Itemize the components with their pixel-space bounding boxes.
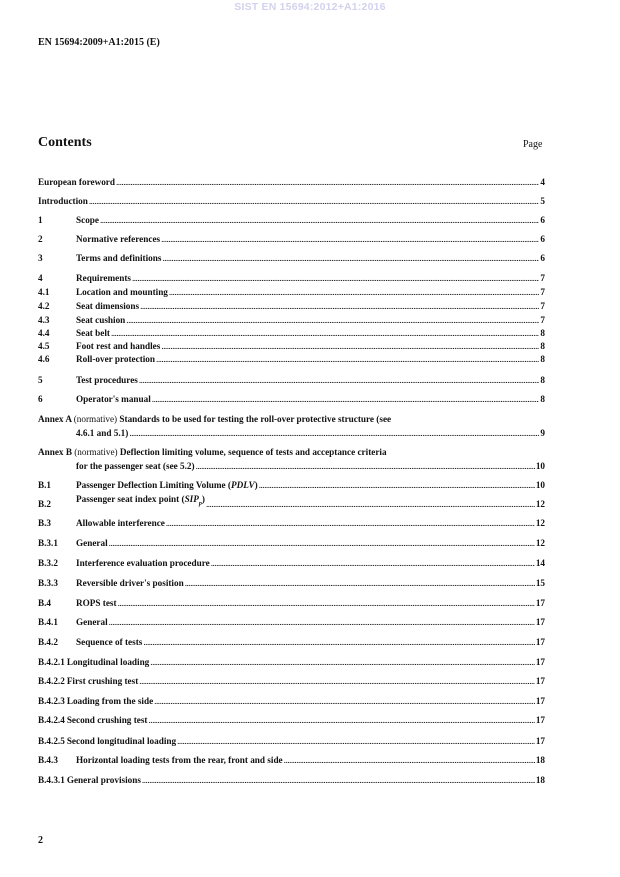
toc-entry-title: Scope (76, 215, 99, 225)
toc-entry-number: B.4.2.3 (38, 696, 65, 706)
toc-entry-number: 4.6 (38, 354, 50, 364)
toc-entry[interactable] (38, 479, 545, 491)
toc-entry-number: 1 (38, 215, 43, 225)
toc-entry-page: 8 (540, 341, 545, 351)
contents-title: Contents (38, 135, 92, 150)
toc-entry-title: Horizontal loading tests from the rear, front and side (76, 755, 283, 765)
toc-entry[interactable] (38, 537, 545, 549)
toc-entry-page: 17 (535, 637, 545, 647)
toc-entry-title: Location and mounting (76, 287, 168, 297)
toc-entry-page: 12 (535, 518, 545, 528)
dot-leader (140, 300, 539, 312)
toc-entry[interactable] (38, 517, 545, 529)
watermark: SIST EN 15694:2012+A1:2016 (234, 1, 386, 13)
dot-leader (148, 714, 534, 726)
toc-entry-page: 10 (535, 480, 545, 490)
document-header: EN 15694:2009+A1:2015 (E) (38, 37, 160, 48)
toc-entry-page: 17 (535, 657, 545, 667)
toc-entry[interactable] (38, 735, 545, 747)
toc-entry-page: 7 (540, 273, 545, 283)
toc-entry-number: B.1 (38, 480, 52, 490)
toc-entry-page: 14 (535, 558, 545, 568)
toc-entry[interactable] (38, 494, 545, 510)
toc-entry-number: 4 (38, 273, 43, 283)
dot-leader (116, 176, 539, 188)
toc-entry[interactable] (38, 272, 545, 284)
annex-title-line1: Standards to be used for testing the roll-over protective structure (see (119, 414, 392, 424)
dot-leader (169, 286, 540, 298)
toc-entry[interactable] (38, 314, 545, 326)
toc-entry[interactable] (38, 597, 545, 609)
toc-entry-title: First crushing test (66, 676, 139, 686)
toc-entry-number: B.4.2 (38, 637, 58, 647)
dot-leader (154, 695, 535, 707)
dot-leader (206, 498, 535, 510)
toc-entry-number: B.4.2.5 (38, 736, 65, 746)
toc-entry-title: Reversible driver's position (76, 578, 184, 588)
toc-entry-number: 5 (38, 375, 43, 385)
toc-entry-page: 5 (540, 196, 545, 206)
toc-entry-number: B.2 (38, 499, 52, 509)
toc-entry[interactable] (38, 714, 545, 726)
annex-kind: (normative) (73, 414, 118, 424)
toc-entry-number: B.3 (38, 518, 52, 528)
toc-entry-number: 2 (38, 234, 43, 244)
toc-entry-number: B.4.3 (38, 755, 58, 765)
toc-annex-heading[interactable] (38, 413, 391, 425)
toc-entry-number: B.4.2.4 (38, 715, 65, 725)
toc-entry[interactable] (38, 286, 545, 298)
dot-leader (139, 675, 535, 687)
toc-entry-page: 17 (535, 617, 545, 627)
annex-label: Annex A (38, 414, 72, 424)
toc-entry-number: 4.5 (38, 341, 50, 351)
toc-entry-page: 8 (540, 394, 545, 404)
toc-entry-page: 6 (540, 215, 545, 225)
dot-leader (152, 393, 540, 405)
dot-leader (143, 636, 534, 648)
toc-entry-page: 6 (540, 253, 545, 263)
toc-entry-title: General (76, 538, 108, 548)
toc-entry-page: 7 (540, 301, 545, 311)
toc-entry-title: Operator's manual (76, 394, 151, 404)
dot-leader (129, 427, 539, 439)
toc-entry-page: 18 (535, 775, 545, 785)
toc-entry-title: Foot rest and handles (76, 341, 161, 351)
dot-leader (196, 460, 535, 472)
toc-entry[interactable] (38, 353, 545, 365)
toc-entry-page: 17 (535, 736, 545, 746)
toc-entry-title: General (76, 617, 108, 627)
toc-entry-page: 6 (540, 234, 545, 244)
toc-entry-number: 3 (38, 253, 43, 263)
dot-leader (132, 272, 539, 284)
dot-leader (126, 314, 539, 326)
toc-entry-number: 6 (38, 394, 43, 404)
toc-entry[interactable] (38, 675, 545, 687)
toc-entry-page: 9 (540, 428, 545, 438)
page-number: 2 (38, 835, 43, 846)
dot-leader (162, 252, 539, 264)
toc-entry-title: 4.6.1 and 5.1) (76, 428, 129, 438)
toc-entry-number: B.4.2.2 (38, 676, 65, 686)
toc-entry-title: Sequence of tests (76, 637, 143, 647)
dot-leader (156, 353, 539, 365)
toc-entry-title: for the passenger seat (see 5.2) (76, 461, 195, 471)
dot-leader (177, 735, 535, 747)
toc-entry-page: 8 (540, 375, 545, 385)
annex-label: Annex B (38, 447, 72, 457)
toc-entry-number: B.4.3.1 (38, 775, 65, 785)
toc-entry[interactable] (38, 656, 545, 668)
toc-entry[interactable] (38, 557, 545, 569)
dot-leader (142, 774, 535, 786)
toc-entry[interactable] (76, 460, 545, 472)
toc-entry-page: 7 (540, 315, 545, 325)
toc-entry[interactable] (38, 393, 545, 405)
toc-entry[interactable] (38, 695, 545, 707)
toc-entry[interactable] (38, 636, 545, 648)
toc-entry-title: General provisions (66, 775, 141, 785)
toc-entry[interactable] (76, 427, 545, 439)
toc-entry[interactable] (38, 577, 545, 589)
dot-leader (118, 597, 535, 609)
toc-entry-title: Allowable interference (76, 518, 165, 528)
toc-entry-title: Seat belt (76, 328, 110, 338)
toc-entry-page: 18 (535, 755, 545, 765)
toc-entry-title: Loading from the side (66, 696, 154, 706)
toc-entry[interactable] (38, 233, 545, 245)
annex-kind: (normative) (74, 447, 118, 457)
toc-entry[interactable] (38, 327, 545, 339)
toc-entry[interactable] (38, 774, 545, 786)
toc-entry-number: B.3.3 (38, 578, 58, 588)
toc-entry-page: 17 (535, 598, 545, 608)
toc-entry-number: B.4.2.1 (38, 657, 65, 667)
toc-entry-number: 4.4 (38, 328, 50, 338)
dot-leader (89, 195, 540, 207)
toc-entry-page: 8 (540, 354, 545, 364)
toc-entry-title: Seat dimensions (76, 301, 140, 311)
toc-entry-title: Passenger Deflection Limiting Volume (PDLV) (76, 480, 258, 490)
toc-entry[interactable] (38, 616, 545, 628)
toc-entry-page: 17 (535, 696, 545, 706)
toc-entry-title: Passenger seat index point $(SIP_p)$ (76, 494, 205, 507)
toc-entry-title: Requirements (76, 273, 131, 283)
toc-entry[interactable] (38, 252, 545, 264)
toc-entry-title: European foreword (38, 177, 115, 187)
dot-leader (161, 340, 539, 352)
toc-entry-number: 4.3 (38, 315, 50, 325)
toc-entry[interactable] (38, 374, 545, 386)
toc-entry-page: 7 (540, 287, 545, 297)
toc-entry[interactable] (38, 300, 545, 312)
toc-entry-title: Terms and definitions (76, 253, 162, 263)
toc-entry-title: Normative references (76, 234, 161, 244)
dot-leader (109, 537, 535, 549)
toc-entry-title: Introduction (38, 196, 88, 206)
toc-entry-page: 10 (535, 461, 545, 471)
dot-leader (259, 479, 535, 491)
toc-entry-title: Second crushing test (66, 715, 148, 725)
dot-leader (111, 327, 539, 339)
toc-entry-page: 12 (535, 538, 545, 548)
toc-entry-page: 8 (540, 328, 545, 338)
toc-entry-page: 15 (535, 578, 545, 588)
dot-leader (284, 754, 535, 766)
toc-entry-number: B.3.2 (38, 558, 58, 568)
toc-entry-number: B.3.1 (38, 538, 58, 548)
toc-entry[interactable] (38, 176, 545, 188)
dot-leader (139, 374, 540, 386)
toc-entry-number: B.4 (38, 598, 52, 608)
toc-annex-heading[interactable] (38, 446, 387, 458)
toc-entry-page: 17 (535, 715, 545, 725)
toc-entry-title: Interference evaluation procedure (76, 558, 210, 568)
dot-leader (185, 577, 535, 589)
toc-entry-title: ROPS test (76, 598, 117, 608)
dot-leader (161, 233, 539, 245)
toc-entry-number: 4.2 (38, 301, 50, 311)
toc-entry[interactable] (38, 754, 545, 766)
toc-entry-title: Seat cushion (76, 315, 126, 325)
toc-entry-title: Test procedures (76, 375, 138, 385)
toc-entry[interactable] (38, 195, 545, 207)
dot-leader (166, 517, 535, 529)
toc-entry-page: 17 (535, 676, 545, 686)
toc-entry-page: 12 (535, 499, 545, 509)
dot-leader (109, 616, 535, 628)
toc-entry-page: 4 (540, 177, 545, 187)
dot-leader (100, 214, 539, 226)
toc-entry-number: 4.1 (38, 287, 50, 297)
page-column-label: Page (523, 139, 543, 150)
toc-entry-title: Longitudinal loading (66, 657, 150, 667)
dot-leader (150, 656, 535, 668)
annex-title-line1: Deflection limiting volume, sequence of tests and acceptance criteria (119, 447, 387, 457)
toc-entry-title: Roll-over protection (76, 354, 156, 364)
toc-entry[interactable] (38, 214, 545, 226)
toc-entry-title: Second longitudinal loading (66, 736, 177, 746)
toc-entry-number: B.4.1 (38, 617, 58, 627)
dot-leader (211, 557, 535, 569)
toc-entry[interactable] (38, 340, 545, 352)
